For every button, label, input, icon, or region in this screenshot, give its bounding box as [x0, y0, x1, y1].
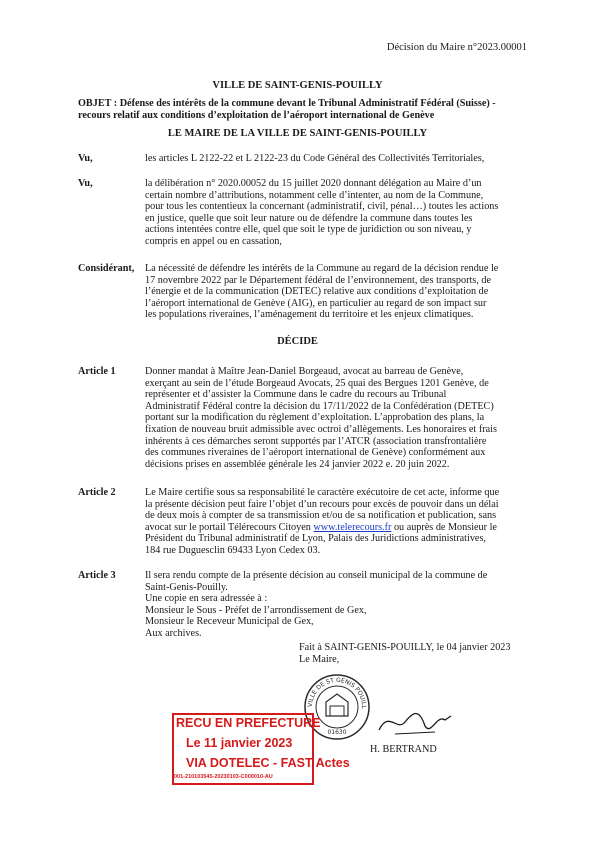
- text-line: représenter et d’assister la Commune dans le cadre du recours au Tribunal: [145, 389, 447, 401]
- considerant-label: Considérant,: [78, 263, 135, 274]
- text-line: Il sera rendu compte de la présente décision au conseil municipal de la commune de: [145, 570, 488, 581]
- text-line: Monsieur le Sous - Préfet de l’arrondissement de Gex,: [145, 604, 367, 616]
- text-line: inhérents à ces démarches seront supportés par l’ATCR (association transfrontalière: [145, 435, 487, 447]
- stamp-line-2: Le 11 janvier 2023: [186, 736, 293, 750]
- town-heading: VILLE DE SAINT-GENIS-POUILLY: [212, 80, 383, 91]
- handwritten-signature-icon: [375, 700, 455, 740]
- maire-heading: LE MAIRE DE LA VILLE DE SAINT-GENIS-POUILLY: [167, 128, 428, 139]
- text-line: 17 novembre 2022 par le Département fédéral de l’environnement, des transports, de: [145, 274, 491, 286]
- article-3-text: [145, 570, 521, 640]
- text-line: actions intentées contre elle, quel que soit le type de juridiction ou son niveau, y: [145, 224, 472, 236]
- text-line: en justice, quelle que soit leur nature ou de défendre la commune dans toutes les: [145, 212, 473, 224]
- text-segment: avocat sur le portail Télérecours Citoyen: [145, 521, 314, 533]
- text-line: les articles L 2122-22 et L 2122-23 du Code Général des Collectivités Territoriales,: [145, 153, 485, 164]
- text-line-with-link: [145, 522, 521, 534]
- article-3-label: Article 3: [78, 570, 116, 581]
- text-line: de deux mois à compter de sa transmission et/ou de sa notification et publication, sans: [145, 510, 497, 522]
- text-line: Saint-Genis-Pouilly.: [145, 581, 228, 593]
- text-line: Monsieur le Receveur Municipal de Gex,: [145, 616, 314, 628]
- text-line: pour tous les contentieux la concernant (administratif, civil, pénal…) toutes les actions: [145, 201, 499, 213]
- considerant-text: [145, 263, 521, 321]
- decision-reference: Décision du Maire n°2023.00001: [386, 42, 527, 53]
- text-line: certain nombre d’attributions, notamment celle d’intenter, au nom de la Commune,: [145, 189, 484, 201]
- text-line: compris en appel ou en cassation,: [145, 235, 282, 247]
- telerecours-link[interactable]: www.telerecours.fr: [313, 521, 392, 533]
- stamp-line-3: VIA DOTELEC - FAST Actes: [186, 756, 350, 770]
- vu-text-1: [145, 153, 521, 165]
- maire-role: Le Maire,: [299, 654, 340, 665]
- objet-heading: OBJET : Défense des intérêts de la commune devant le Tribunal Administratif Fédéral (Suisse) - recours relatif aux conditions d’exploitation de l’aéroport international de Genève: [78, 98, 496, 121]
- text-line: 184 rue Duguesclin 69433 Lyon Cedex 03.: [145, 544, 321, 556]
- text-line: Administratif Fédéral contre la décision du 17/11/2022 de la Confédération (DETEC): [145, 400, 494, 412]
- article-1-label: Article 1: [78, 366, 116, 377]
- text-line: des communes riveraines de l’aéroport international de Genève) conformément aux: [145, 447, 486, 459]
- article-2-text: [145, 487, 521, 557]
- seal-code: 01630: [327, 729, 347, 736]
- text-line: Aux archives.: [145, 627, 202, 639]
- text-line: les populations riveraines, l’aménagement du territoire et les enjeux climatiques.: [145, 309, 474, 321]
- stamp-line-1: RECU EN PREFECTURE: [176, 716, 321, 730]
- vu-text-2: [145, 178, 521, 248]
- decide-heading: DÉCIDE: [277, 336, 318, 347]
- text-line: l’énergie et de la communication (DETEC) relative aux conditions d’exploitation de: [145, 286, 489, 298]
- text-line: portant sur la modification du règlement d’exploitation. L’approbation des plans, la: [145, 412, 485, 424]
- seal-text: VILLE DE ST GENIS POUILL: [306, 676, 368, 708]
- text-line: La nécessité de défendre les intérêts de la Commune au regard de la décision rendue le: [145, 263, 499, 274]
- text-line: décisions prises en assemblée générale les 24 janvier 2022 e. 20 juin 2022.: [145, 458, 450, 470]
- text-line: l’aéroport international de Genève (AIG), en particulier au regard de son impact sur: [145, 297, 487, 309]
- text-segment: ou auprès de Monsieur le: [391, 521, 497, 533]
- text-line: la présente décision peut faire l’objet d’un recours pour excès de pouvoir dans un délai: [145, 498, 499, 510]
- signature-block: [299, 642, 510, 666]
- text-line: fixation de nouveau bruit admissible avec octroi d’allègements. Les honoraires et frais: [145, 423, 497, 435]
- text-line: Président du Tribunal administratif de Lyon, Palais des Juridictions administratives,: [145, 533, 486, 545]
- text-line: exerçant au sein de l’étude Borgeaud Avocats, 25 quai des Bergues 1201 Genève, de: [145, 377, 489, 389]
- article-1-text: [145, 366, 521, 470]
- stamp-line-4: 001-210103545-20230103-C000010-AU: [174, 774, 273, 780]
- text-line: Le Maire certifie sous sa responsabilité le caractère exécutoire de cet acte, informe que: [145, 487, 500, 498]
- text-line: Une copie en sera adressée à :: [145, 593, 268, 605]
- maire-name: H. BERTRAND: [370, 744, 437, 755]
- vu-label-2: Vu,: [78, 178, 93, 189]
- fait-line: Fait à SAINT-GENIS-POUILLY, le 04 janvier 2023: [299, 642, 511, 653]
- text-line: la délibération n° 2020.00052 du 15 juillet 2020 donnant délégation au Maire d’un: [145, 178, 482, 189]
- vu-label-1: Vu,: [78, 153, 93, 164]
- article-2-label: Article 2: [78, 487, 116, 498]
- text-line: Donner mandat à Maître Jean-Daniel Borgeaud, avocat au barreau de Genève,: [145, 366, 464, 377]
